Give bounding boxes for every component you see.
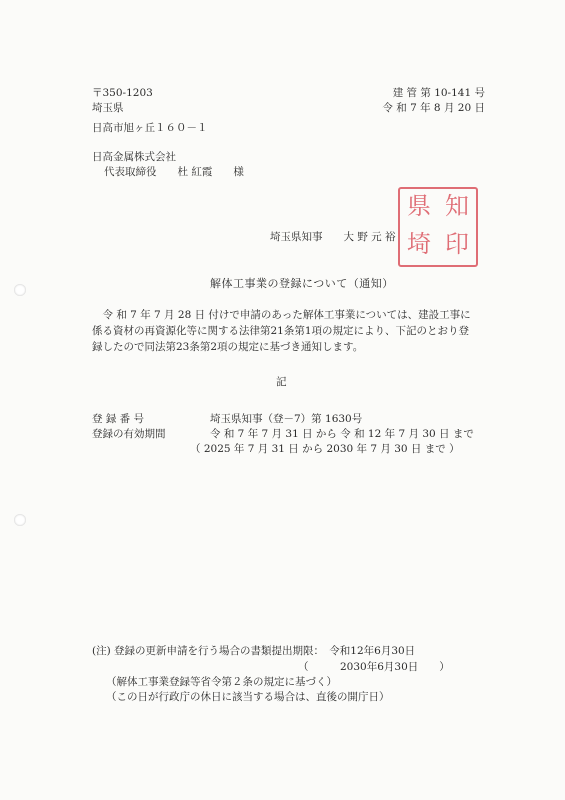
seal-char: 知	[445, 192, 469, 220]
registration-period-label: 登録の有効期間	[92, 428, 166, 440]
renewal-note-holiday: （この日が行政庁の休日に該当する場合は、直後の開庁日）	[106, 691, 390, 703]
recipient-representative: 代表取締役 杜 紅霞 様	[104, 166, 244, 178]
punch-hole-top	[14, 284, 26, 296]
recipient-company: 日高金属株式会社	[92, 151, 176, 163]
registration-number-label: 登 録 番 号	[92, 413, 145, 425]
punch-hole-bottom	[14, 514, 26, 526]
renewal-date-western: （ 2030年6月30日 ）	[298, 661, 450, 673]
ki-mark: 記	[276, 376, 287, 388]
document-date: 令 和 7 年 8 月 20 日	[382, 102, 485, 114]
sender-name: 埼玉県知事 大 野 元 裕	[270, 231, 396, 243]
official-seal-stamp	[398, 187, 478, 267]
renewal-note-line: (注) 登録の更新申請を行う場合の書類提出期限： 令和12年6月30日	[92, 645, 416, 657]
notice-body: 令 和 7 年 7 月 28 日 付けで申請のあった解体工事業については、建設工事に係る資材の再資源化等に関する法律第21条第1項の規定により、下記のとおり登録したので同法第23条第2項の規定に基づき通知します。	[92, 309, 471, 353]
recipient-prefecture: 埼玉県	[92, 102, 124, 114]
registration-period-value: 令 和 7 年 7 月 31 日 から 令 和 12 年 7 月 30 日 まで	[210, 428, 474, 440]
document-number: 建 管 第 10-141 号	[392, 87, 485, 99]
registration-period-western: （ 2025 年 7 月 31 日 から 2030 年 7 月 30 日 まで ）	[190, 443, 460, 455]
renewal-note-basis: （解体工事業登録等省令第２条の規定に基づく）	[106, 676, 337, 688]
seal-char: 印	[445, 230, 469, 258]
seal-char: 埼	[407, 230, 431, 258]
seal-char: 県	[407, 192, 431, 220]
document-title: 解体工事業の登録について（通知）	[210, 277, 394, 290]
postal-code: 〒350-1203	[92, 87, 153, 99]
recipient-address: 日高市旭ヶ丘１６０－１	[92, 122, 208, 134]
registration-number-value: 埼玉県知事（登－7）第 1630号	[210, 413, 363, 425]
